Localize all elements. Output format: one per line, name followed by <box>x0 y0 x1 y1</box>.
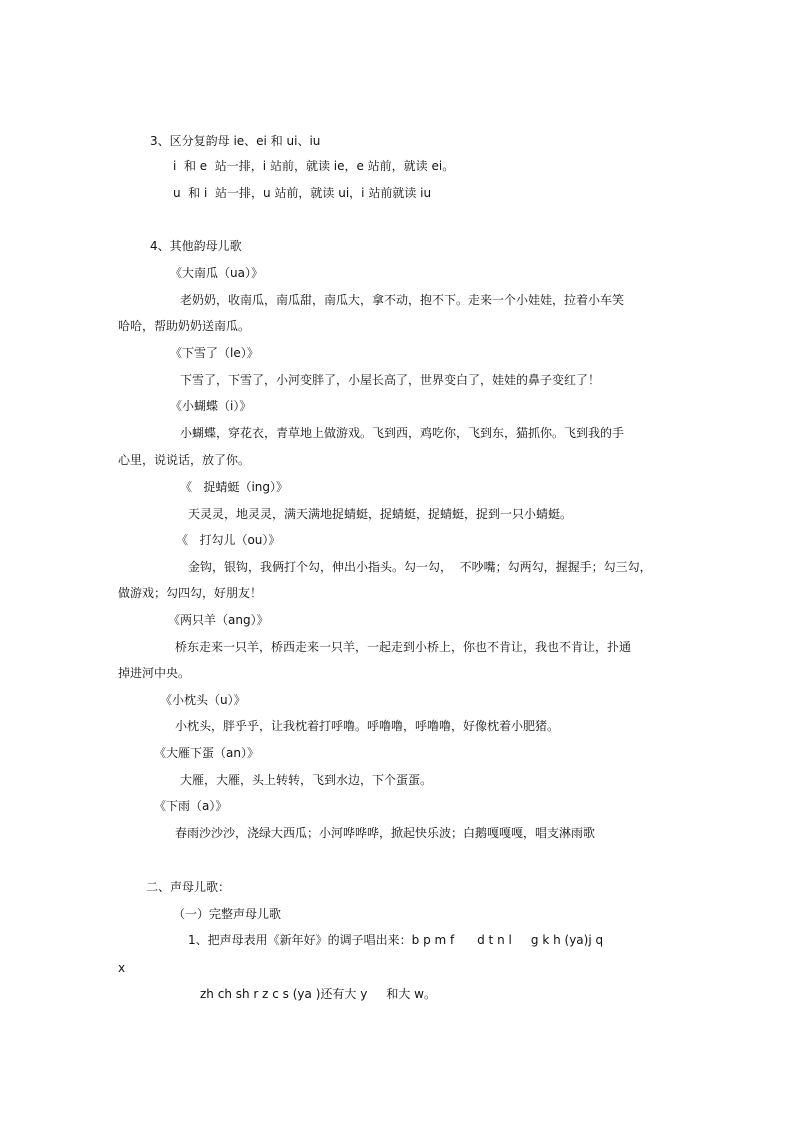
song-line: 小枕头，胖乎乎，让我枕着打呼噜。呼噜噜，呼噜噜，好像枕着小肥猪。 <box>175 719 560 733</box>
song-title-liang-zhi-yang: 《两只羊（ang）》 <box>168 613 269 627</box>
section3-rule-ui-iu: u 和 i 站一排，u 站前，就读 ui，i 站前就读 iu <box>173 186 432 200</box>
part2-item1-line: zh ch sh r z c s (ya )还有大 y 和大 w。 <box>200 987 436 1001</box>
song-line: 金钩，银钩，我俩打个勾，伸出小指头。勾一勾， 不吵嘴；勾两勾，握握手；勾三勾， <box>188 560 652 574</box>
part2-sub-heading: （一）完整声母儿歌 <box>173 907 282 921</box>
song-title-da-yan-xia-dan: 《大雁下蛋（an）》 <box>154 746 259 760</box>
song-line: 春雨沙沙沙，浇绿大西瓜；小河哗哗哗，掀起快乐波；白鹅嘎嘎嘎，唱支淋雨歌 <box>175 826 596 840</box>
song-line: 天灵灵，地灵灵，满天满地捉蜻蜓，捉蜻蜓，捉蜻蜓，捉到一只小蜻蜓。 <box>188 507 573 521</box>
song-title-xia-xue-le: 《下雪了（le）》 <box>170 346 259 360</box>
song-title-da-gou-er: 《 打勾儿（ou）》 <box>176 533 281 547</box>
song-line: 做游戏；勾四勾，好朋友！ <box>118 586 263 600</box>
section3-heading: 3、区分复韵母 ie、ei 和 ui、iu <box>150 134 321 148</box>
song-line: 哈哈，帮助奶奶送南瓜。 <box>118 319 251 333</box>
part2-item1-line: x <box>118 961 126 975</box>
part2-item1-line: 1、把声母表用《新年好》的调子唱出来：b p m f d t n l g k h (ya)j q <box>188 933 604 947</box>
song-line: 桥东走来一只羊，桥西走来一只羊，一起走到小桥上，你也不肯让，我也不肯让，扑通 <box>175 640 632 654</box>
song-line: 老奶奶，收南瓜，南瓜甜，南瓜大，拿不动，抱不下。走来一个小娃娃，拉着小车笑 <box>180 293 625 307</box>
song-title-xia-yu: 《下雨（a）》 <box>154 799 228 813</box>
song-title-xiao-hu-die: 《小蝴蝶（i）》 <box>170 399 252 413</box>
song-title-da-nan-gua: 《大南瓜（ua）》 <box>170 266 263 280</box>
song-line: 大雁，大雁，头上转转，飞到水边，下个蛋蛋。 <box>180 773 433 787</box>
section3-rule-ie-ei: i 和 e 站一排，i 站前，就读 ie，e 站前，就读 ei。 <box>173 159 455 173</box>
part2-heading: 二、声母儿歌： <box>146 880 231 894</box>
song-line: 掉进河中央。 <box>118 666 191 680</box>
song-title-xiao-zhen-tou: 《小枕头（u）》 <box>160 693 246 707</box>
song-line: 心里，说说话，放了你。 <box>118 453 251 467</box>
song-line: 小蝴蝶，穿花衣，青草地上做游戏。飞到西，鸡吃你，飞到东，猫抓你。飞到我的手 <box>180 426 625 440</box>
song-title-zhuo-qing-ting: 《 捉蜻蜓（ing）》 <box>180 480 289 494</box>
song-line: 下雪了，下雪了，小河变胖了，小屋长高了，世界变白了，娃娃的鼻子变红了！ <box>180 373 601 387</box>
section4-heading: 4、其他韵母儿歌 <box>150 239 242 253</box>
